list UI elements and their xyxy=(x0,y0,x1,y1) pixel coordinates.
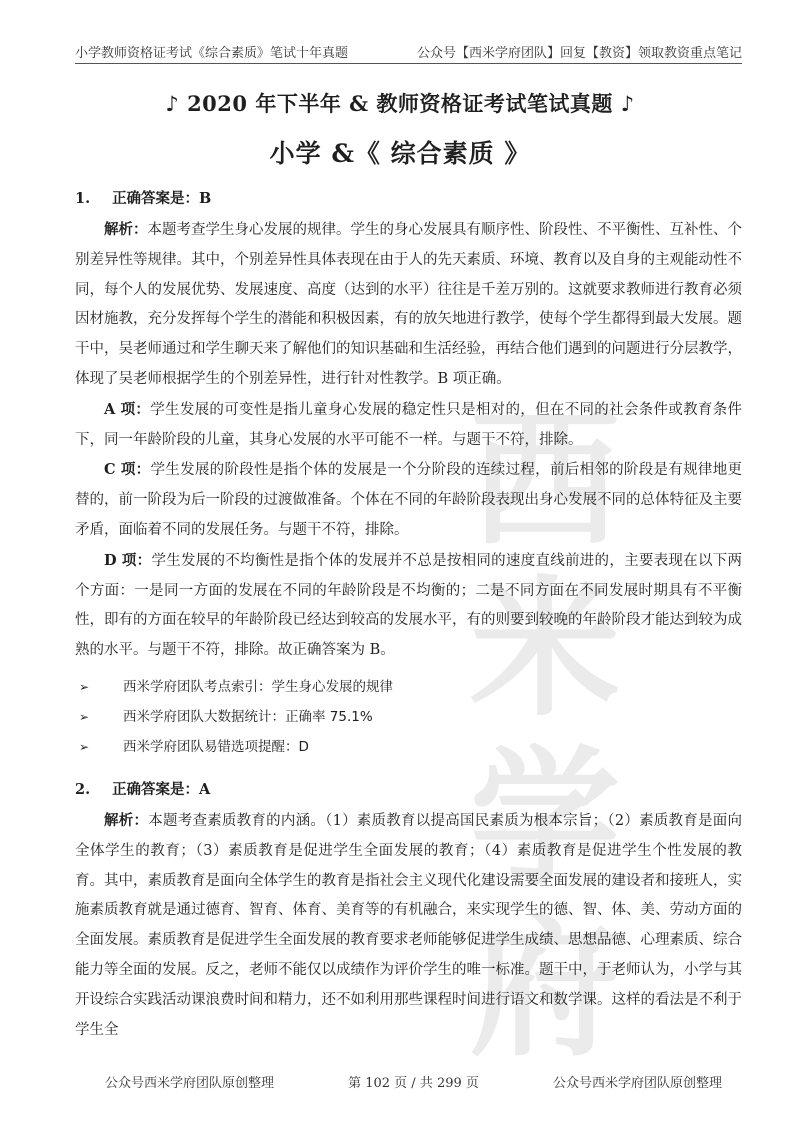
page-title: ♪ 2020 年下半年 & 教师资格证考试笔试真题 ♪ xyxy=(165,91,635,116)
arrow-bullet-icon: ➢ xyxy=(79,679,90,694)
list-item-text: 西米学府团队考点索引：学生身心发展的规律 xyxy=(123,678,393,695)
paragraph-label: D 项： xyxy=(104,551,152,569)
arrow-bullet-icon: ➢ xyxy=(79,739,90,754)
page-subtitle: 小学 &《 综合素质 》 xyxy=(269,139,531,168)
page-number: 第 102 页 / 共 299 页 xyxy=(348,1076,479,1091)
footer-left-text: 公众号西米学府团队原创整理 xyxy=(105,1076,275,1091)
list-item-text: 西米学府团队易错选项提醒：D xyxy=(123,738,309,755)
page-footer xyxy=(105,1072,722,1091)
paragraph-label: 解析： xyxy=(104,811,149,829)
section-spacer xyxy=(75,762,742,774)
list-item xyxy=(75,732,742,762)
paragraph-text: 学生发展的不均衡性是指个体的发展并不总是按相同的速度直线前进的，主要表现在以下两个方面：一是同一方面的发展在不同的年龄阶段是不均衡的；二是不同方面在不同发展时期具有不平衡性，即有的方面在较早的年龄阶段已经达到较高的发展水平，有的则要到较晚的年龄阶段才能达到较为成熟的水平。与题干不符，排除。故正确答案为 B。 xyxy=(75,552,742,659)
arrow-bullet-icon: ➢ xyxy=(79,709,90,724)
document-body xyxy=(75,183,743,1077)
paragraph-text: 本题考查素质教育的内涵。（1）素质教育以提高国民素质为根本宗旨；（2）素质教育是面向全体学生的教育；（3）素质教育是促进学生全面发展的教育；（4）素质教育是促进学生个性发展的教育。其中，素质教育是面向全体学生的教育是指社会主义现代化建设需要全面发展的建设者和接班人，实施素质教育就是通过德育、智育、体育、美育等的有机融合，来实现学生的德、智、体、美、劳动方面的全面发展。素质教育是促进学生全面发展的教育要求老师能够促进学生成绩、思想品德、心理素质、综合能力等全面的发展。反之，老师不能仅以成绩作为评价学生的唯一标准。题干中，于老师认为，小学与其开设综合实践活动课浪费时间和精力，还不如利用那些课程时间进行语文和数学课。这样的看法是不利于学生全 xyxy=(75,812,743,1038)
paragraph-text: 学生发展的可变性是指儿童身心发展的稳定性只是相对的，但在不同的社会条件或教育条件下，同一年龄阶段的儿童，其身心发展的水平可能不一样。与题干不符，排除。 xyxy=(75,401,742,448)
header-right-text: 公众号【西米学府团队】回复【教资】领取教资重点笔记 xyxy=(416,46,742,61)
page-header xyxy=(75,42,742,61)
question-number: 1. xyxy=(75,190,91,207)
watermark: 西米学府 xyxy=(469,393,620,1077)
header-divider xyxy=(75,63,742,64)
list-item xyxy=(75,702,742,732)
footer-right-text: 公众号西米学府团队原创整理 xyxy=(552,1076,722,1091)
option-c-paragraph xyxy=(75,455,742,545)
answer-label: 正确答案是：B xyxy=(112,190,212,207)
paragraph-text: 本题考查学生身心发展的规律。学生的身心发展具有顺序性、阶段性、不平衡性、互补性、个别差异性等规律。其中，个别差异性具体表现在由于人的先天素质、环境、教育以及自身的主观能动性不同，每个人的发展优势、发展速度、高度（达到的水平）往往是千差万别的。这就要求教师进行教育必须因材施教，充分发挥每个学生的潜能和积极因素，有的放矢地进行教学，使每个学生都得到最大发展。题干中，吴老师通过和学生聊天来了解他们的知识基础和生活经验，再结合他们遇到的问题进行分层教学，体现了吴老师根据学生的个别差异性，进行针对性教学。B 项正确。 xyxy=(75,222,742,387)
question-number: 2. xyxy=(75,780,91,798)
list-item xyxy=(75,672,742,702)
paragraph-label: C 项： xyxy=(104,461,151,479)
list-item-text: 西米学府团队大数据统计：正确率 75.1% xyxy=(123,708,373,725)
option-a-paragraph xyxy=(75,395,742,456)
answer-label: 正确答案是：A xyxy=(112,780,211,798)
question-2-answer xyxy=(75,774,742,806)
analysis-paragraph xyxy=(75,806,742,1045)
paragraph-label: A 项： xyxy=(104,400,151,418)
question-1-answer xyxy=(75,183,742,215)
paragraph-text: 学生发展的阶段性是指个体的发展是一个分阶段的连续过程，前后相邻的阶段是有规律地更替的，前一阶段为后一阶段的过渡做准备。个体在不同的年龄阶段表现出身心发展不同的总体特征及主要矛盾，面临着不同的发展任务。与题干不符，排除。 xyxy=(75,462,743,538)
note-list xyxy=(75,672,742,762)
option-d-paragraph xyxy=(75,546,742,666)
paragraph-label: 解析： xyxy=(104,221,148,238)
analysis-paragraph xyxy=(75,215,742,395)
header-left-text: 小学教师资格证考试《综合素质》笔试十年真题 xyxy=(75,46,349,61)
